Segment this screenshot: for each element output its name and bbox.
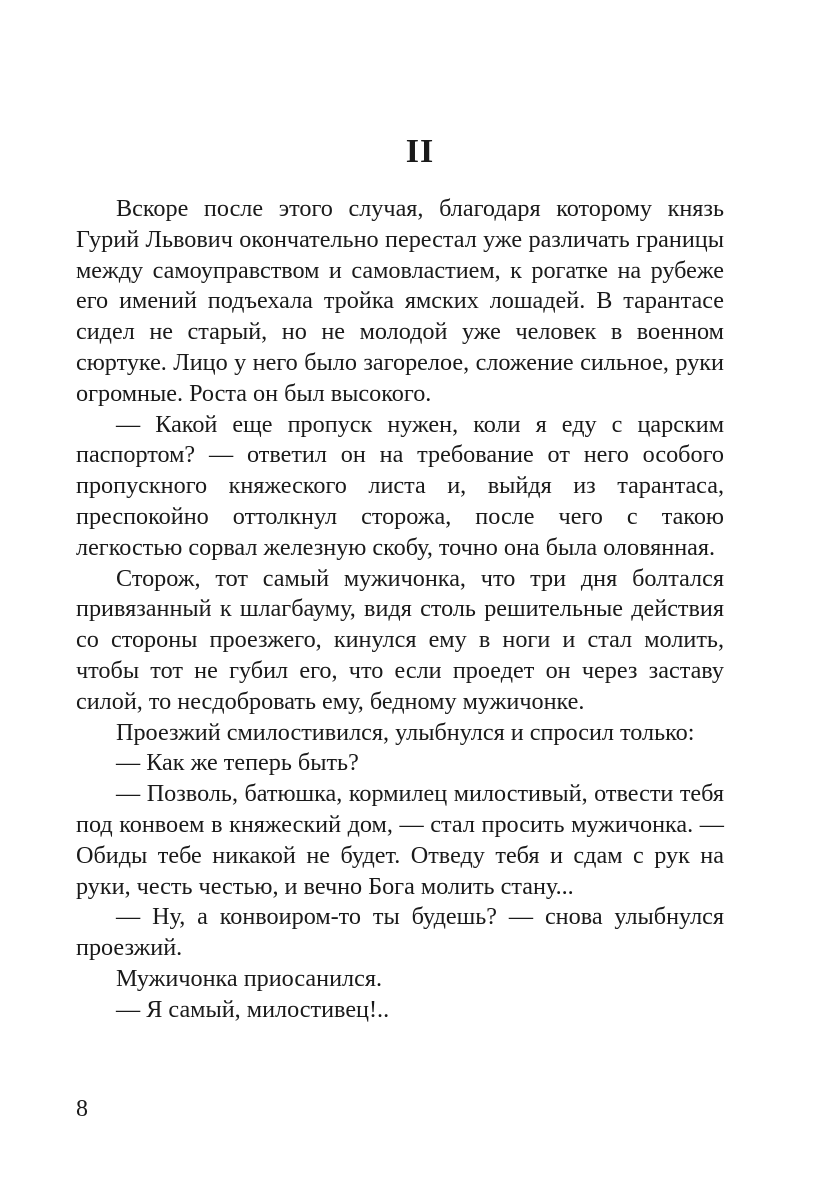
paragraph: Мужичонка приосанился. xyxy=(116,964,383,992)
paragraph: — Я самый, милостивец!.. xyxy=(116,995,390,1023)
paragraph: Сторож, тот самый мужичонка, что три дня болтался привязанный к шлагбауму, видя столь решительные действия со стороны проезжего, кинулся ему в ноги и стал молить, чтобы тот не губил его, что если проедет он через заставу силой, то несдобровать ему, бедному мужичонке. xyxy=(76,564,724,715)
paragraph: Вскоре после этого случая, благодаря которому князь Гурий Львович окончательно перестал уже различать границы между самоуправством и самовластием, к рогатке на рубеже его имений подъехала тройка ямских лошадей. В тарантасе сидел не старый, но не молодой уже человек в военном сюртуке. Лицо у него было загорелое, сложение сильное, руки огромные. Роста он был высокого. xyxy=(76,195,724,407)
page-number: 8 xyxy=(76,1096,88,1122)
paragraph: — Ну, а конвоиром-то ты будешь? — снова улыбнулся проезжий. xyxy=(76,903,724,962)
chapter-heading: II xyxy=(405,133,435,170)
paragraph: — Позволь, батюшка, кормилец милостивый, отвести тебя под конвоем в княжеский дом, — стал просить мужичонка. — Обиды тебе никакой не будет. Отведу тебя и сдам с рук на руки, честь честью, и вечно Бога молить стану... xyxy=(76,780,724,900)
paragraph: — Как же теперь быть? xyxy=(116,749,359,777)
chapter-text xyxy=(76,194,724,1026)
paragraph: Проезжий смилостивился, улыбнулся и спросил только: xyxy=(116,718,695,746)
paragraph: — Какой еще пропуск нужен, коли я еду с царским паспортом? — ответил он на требование от него особого пропускного княжеского листа и, выйдя из тарантаса, преспокойно оттолкнул сторожа, после чего с такою легкостью сорвал железную скобу, точно она была оловянная. xyxy=(76,410,724,561)
